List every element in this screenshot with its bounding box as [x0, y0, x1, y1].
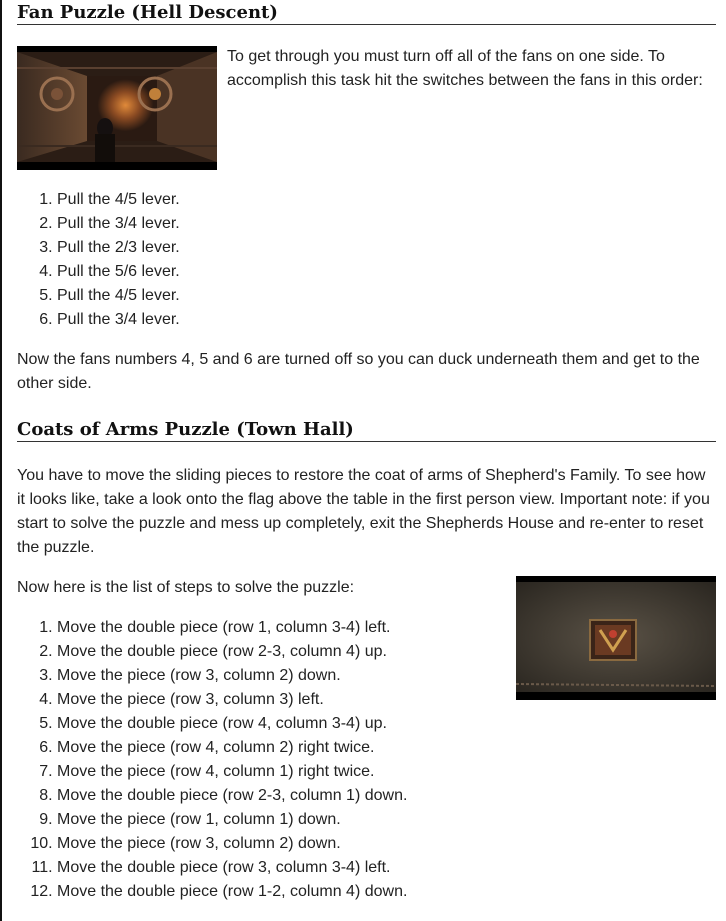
sliding-puzzle-screenshot-image	[516, 576, 716, 700]
list-item: 12. Move the double piece (row 1-2, column 4) down.	[57, 880, 537, 904]
section-title-fan-puzzle: Fan Puzzle (Hell Descent)	[17, 2, 716, 25]
list-item: 7. Move the piece (row 4, column 1) right twice.	[57, 760, 537, 784]
fan-puzzle-intro: To get through you must turn off all of the fans on one side. To accomplish this task hit the switches between the fans in this order:	[227, 48, 703, 89]
list-item: 3. Pull the 2/3 lever.	[57, 236, 726, 260]
section-title-coats-of-arms: Coats of Arms Puzzle (Town Hall)	[17, 419, 716, 442]
coats-of-arms-intro: You have to move the sliding pieces to restore the coat of arms of Shepherd's Family. To see how it looks like, take a look onto the flag above the table in the first person view. Important note: if you start to solve the puzzle and mess up completely, exit the Shepherds House and re-enter to reset the puzzle.	[17, 467, 710, 556]
list-item: 1. Pull the 4/5 lever.	[57, 188, 726, 212]
fan-corridor-screenshot-image	[17, 46, 217, 170]
sliding-puzzle-screenshot-icon	[516, 576, 716, 700]
page-left-border	[0, 0, 2, 921]
list-item: 4. Pull the 5/6 lever.	[57, 260, 726, 284]
fan-corridor-screenshot-icon	[17, 46, 217, 170]
list-item: 1. Move the double piece (row 1, column 3-4) left.	[57, 616, 537, 640]
list-item: 3. Move the piece (row 3, column 2) down.	[57, 664, 537, 688]
list-item: 8. Move the double piece (row 2-3, column 1) down.	[57, 784, 537, 808]
list-item: 5. Pull the 4/5 lever.	[57, 284, 726, 308]
list-item: 5. Move the double piece (row 4, column 3-4) up.	[57, 712, 537, 736]
fan-puzzle-steps	[17, 188, 726, 332]
list-item: 9. Move the piece (row 1, column 1) down.	[57, 808, 537, 832]
list-item: 2. Pull the 3/4 lever.	[57, 212, 726, 236]
coats-of-arms-steps	[17, 616, 537, 904]
list-item: 4. Move the piece (row 3, column 3) left.	[57, 688, 537, 712]
list-item: 2. Move the double piece (row 2-3, column 4) up.	[57, 640, 537, 664]
list-item: 11. Move the double piece (row 3, column 3-4) left.	[57, 856, 537, 880]
fan-puzzle-conclusion: Now the fans numbers 4, 5 and 6 are turned off so you can duck underneath them and get to the other side.	[17, 351, 700, 392]
list-item: 6. Move the piece (row 4, column 2) right twice.	[57, 736, 537, 760]
list-item: 6. Pull the 3/4 lever.	[57, 308, 726, 332]
coats-of-arms-lead: Now here is the list of steps to solve the puzzle:	[17, 579, 355, 596]
list-item: 10. Move the piece (row 3, column 2) down.	[57, 832, 537, 856]
